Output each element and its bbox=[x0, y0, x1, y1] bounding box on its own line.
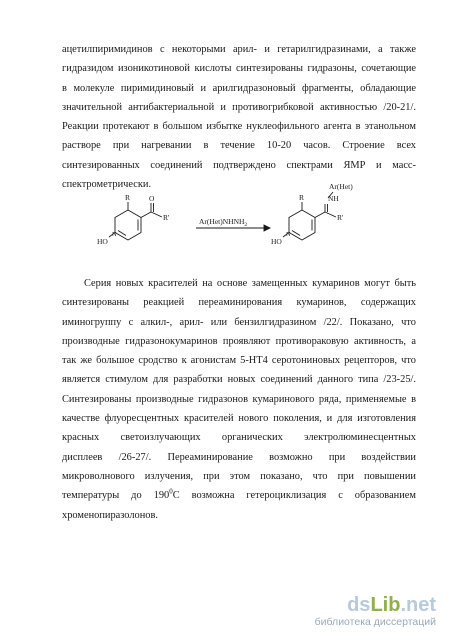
watermark-subtitle: библиотека диссертаций bbox=[314, 616, 436, 628]
reactant-r-prime-label: R' bbox=[163, 213, 170, 222]
reactant-structure bbox=[109, 202, 162, 240]
text-line: растворе при нагревании в течение 10-20 часов. Строение всех bbox=[62, 140, 416, 152]
text-line: гидразидом изоникотиновой кислоты синтезированы гидразоны, сочетающие bbox=[62, 63, 416, 75]
text-line: значительной антибактериальной и противогрибковой активностью /20-21/. bbox=[62, 101, 416, 113]
text-line: так же большое сродство к агонистам 5-НТ4 серотониновых рецепторов, что bbox=[62, 355, 416, 367]
reactant-o-label: O bbox=[149, 194, 155, 203]
text-line: красных светоизлучающих органических электролюминесцентных bbox=[62, 432, 416, 444]
paragraph-2 bbox=[62, 274, 416, 525]
text-line: Серия новых красителей на основе замещенных кумаринов могут быть bbox=[84, 278, 416, 289]
product-nh-label: NH bbox=[328, 194, 339, 203]
text-line: является стимулом для разработки новых соединений данного типа /23-25/. bbox=[62, 374, 416, 386]
text-line: температуры до $190^0С$ возможна гетероциклизация с образованием bbox=[62, 487, 416, 502]
text-line: Синтезированы производные гидразонов кумаринового ряда, применяемые в bbox=[62, 393, 416, 405]
text-line: синтезированных соединений подтверждено спектрами ЯМР и масс- bbox=[62, 159, 416, 171]
text-line: синтезированы реакцией переаминирования кумаринов, содержащих bbox=[62, 297, 416, 309]
reactant-ho-label: HO bbox=[97, 237, 108, 246]
product-n-label: N bbox=[286, 231, 291, 238]
product-r-label: R bbox=[299, 193, 305, 202]
text-line: производные гидразонокумаринов проявляют противораковую активность, а bbox=[62, 335, 416, 347]
text-line: Реакции протекают в большом избытке нуклеофильного агента в этанольном bbox=[62, 121, 416, 133]
reactant-r-label: R bbox=[125, 193, 131, 202]
product-r-prime-label: R' bbox=[337, 213, 344, 222]
reactant-n-label: N bbox=[112, 231, 117, 238]
reaction-scheme bbox=[96, 182, 396, 265]
reagent-label: $Ar(Het)NHNH_2$ bbox=[199, 217, 248, 228]
product-ar-label: Ar(Het) bbox=[329, 182, 353, 191]
text-line: спектрометрически. bbox=[62, 179, 152, 191]
text-line: микроволнового излучения, при этом показано, что при повышении bbox=[62, 470, 416, 482]
watermark bbox=[315, 595, 436, 628]
text-line: хроменопиразолонов. bbox=[62, 509, 159, 521]
product-ho-label: HO bbox=[271, 237, 282, 246]
watermark-logo: dsLib.net bbox=[347, 594, 436, 616]
text-line: дисплеев /26-27/. Переаминирование возможно при воздействии bbox=[62, 451, 416, 463]
paragraph-1 bbox=[62, 40, 416, 194]
text-line: в молекуле пиримидиновый и арилгидразоновый фрагменты, обладающие bbox=[62, 82, 416, 94]
text-line: иминогруппу с алкил-, арил- или бензилгидразином /22/. Показано, что bbox=[62, 316, 416, 328]
text-line: ацетилпиримидинов с некоторыми арил- и гетарилгидразинами, а также bbox=[62, 44, 416, 55]
text-line: качестве флуоресцентных красителей нового поколения, и для изготовления bbox=[62, 413, 416, 425]
